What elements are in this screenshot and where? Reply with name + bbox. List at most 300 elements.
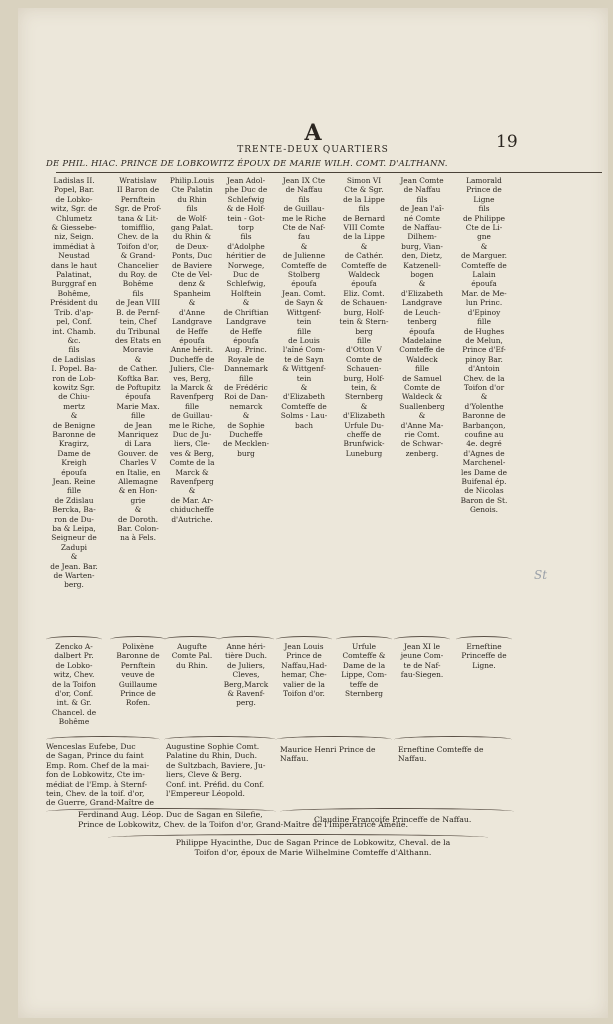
text-line: Augustine Sophie Comt. bbox=[166, 742, 260, 751]
text-line: bach bbox=[294, 420, 314, 430]
text-line: de la Toifon bbox=[52, 679, 96, 689]
text-line: Comteffe de bbox=[341, 260, 387, 270]
text-line: Neustad bbox=[58, 251, 90, 261]
text-line: Bohême bbox=[58, 717, 90, 727]
text-line: Ravenfperg bbox=[170, 392, 214, 402]
text-line: Comte de la bbox=[169, 458, 215, 468]
text-line: de Naffau- bbox=[402, 223, 442, 233]
text-line: de Jean bbox=[124, 420, 152, 430]
text-line: époufa bbox=[471, 279, 497, 289]
text-line: Anne hérit. bbox=[171, 345, 213, 355]
text-line: Philip.Louis bbox=[169, 176, 215, 185]
text-line: Buifenal ép. bbox=[461, 477, 507, 486]
text-line: fils bbox=[478, 204, 490, 214]
text-line: & bbox=[188, 298, 196, 308]
text-line: &c. bbox=[67, 335, 81, 345]
text-line: Bohême bbox=[122, 279, 154, 289]
text-line: fau-Siegen. bbox=[400, 670, 444, 680]
text-line: de Chriftian bbox=[223, 307, 269, 317]
text-line: me le Riche, bbox=[168, 420, 216, 430]
text-line: de la Lippe bbox=[343, 232, 385, 242]
text-line: d'Antoin bbox=[468, 364, 500, 374]
text-line: de Frédéric bbox=[224, 382, 268, 392]
text-line: Duc de Ju- bbox=[172, 429, 212, 439]
text-line: witz, Chev. bbox=[53, 670, 95, 680]
text-line: Baronne de bbox=[52, 429, 96, 439]
text-line: fon de Lobkowitz, Cte im- bbox=[46, 770, 145, 780]
text-line: burg, Vian- bbox=[401, 241, 443, 251]
text-line: d'Elizabeth bbox=[342, 411, 386, 421]
text-line: Comteffe de bbox=[281, 401, 327, 411]
text-line: Barbançon, bbox=[462, 420, 506, 430]
text-line: de Mecklen- bbox=[222, 439, 269, 449]
text-line: de Naffau bbox=[403, 185, 441, 195]
text-line: fille bbox=[356, 335, 372, 345]
text-line: de Chiu- bbox=[58, 392, 90, 402]
text-line: de Samuel bbox=[402, 373, 442, 383]
text-line: kowitz Sgr. bbox=[53, 382, 95, 392]
text-line: de Naffau bbox=[285, 185, 323, 195]
text-line: Jean. Comt. bbox=[282, 288, 326, 298]
text-line: d'Elizabeth bbox=[282, 392, 326, 402]
text-line: du Rhin & bbox=[172, 232, 212, 242]
text-line: Claudine Françoife Princeffe de Naffau. bbox=[314, 815, 472, 824]
text-line: Mar. de Me- bbox=[461, 288, 507, 298]
text-line: tein, & bbox=[351, 382, 377, 392]
text-line: Stolberg bbox=[287, 270, 321, 280]
text-line: & bbox=[242, 298, 250, 308]
text-line: Marie Max. bbox=[116, 401, 160, 411]
text-line: Jean Adol- bbox=[226, 176, 266, 185]
text-line: tomifflio, bbox=[121, 223, 155, 233]
text-line: Chancelier bbox=[117, 260, 159, 270]
text-line: fille bbox=[238, 373, 254, 383]
text-line: berg bbox=[355, 326, 373, 336]
text-line: 4e. degré bbox=[466, 439, 502, 449]
text-line: Guillaume bbox=[118, 679, 158, 689]
text-line: du Rhin bbox=[177, 194, 207, 204]
text-line: cheffe de bbox=[346, 429, 382, 439]
text-line: Comte Pal. bbox=[171, 651, 213, 661]
text-line: époufa bbox=[233, 335, 259, 345]
text-line: Trib. d'ap- bbox=[54, 307, 94, 317]
text-line: fils bbox=[358, 204, 370, 214]
text-line: fils bbox=[298, 194, 310, 204]
text-line: tein bbox=[296, 373, 312, 383]
text-line: Comteffe de bbox=[281, 260, 327, 270]
text-line: Jean Comte bbox=[400, 176, 444, 185]
text-line: Allemagne bbox=[118, 477, 158, 486]
text-line: de Louis bbox=[288, 335, 320, 345]
text-line: de Bernard bbox=[342, 213, 386, 223]
text-line: Palatinat, bbox=[56, 270, 92, 280]
text-line: chiducheffe bbox=[170, 505, 214, 515]
text-line: grie bbox=[130, 495, 146, 505]
text-line: de Cather. bbox=[118, 364, 158, 374]
text-line: tein & Stern- bbox=[339, 317, 389, 327]
text-line: rie Comt. bbox=[404, 429, 440, 439]
text-line: médiat de l'Emp. à Sternf- bbox=[46, 779, 148, 789]
text-line: Popel, Bar. bbox=[53, 185, 95, 195]
text-line: pel, Conf. bbox=[56, 317, 92, 327]
text-line: Jean XI le bbox=[403, 642, 441, 651]
text-line: Landgrave bbox=[401, 298, 443, 308]
text-line: de Benigne bbox=[52, 420, 96, 430]
text-line: Prince de bbox=[120, 689, 156, 699]
text-line: tein - Got- bbox=[227, 213, 265, 223]
section-letter: A bbox=[304, 120, 322, 146]
text-line: Bohême, bbox=[57, 288, 91, 298]
text-line: dans le haut bbox=[50, 260, 98, 270]
text-line: fille bbox=[184, 401, 200, 411]
text-line: Ferdinand Aug. Léop. Duc de Sagan en Silefie, bbox=[78, 810, 263, 819]
text-line: Lamorald bbox=[466, 176, 502, 185]
text-line: liers, Cleve & Berg. bbox=[166, 770, 242, 780]
text-line: de Melun, bbox=[465, 335, 503, 345]
text-line: Comte de bbox=[346, 354, 382, 364]
text-line: de Schwar- bbox=[400, 439, 444, 449]
page-heading: TRENTE-DEUX QUARTIERS bbox=[237, 145, 389, 155]
text-line: Baronne de bbox=[116, 651, 160, 661]
text-line: Baronne de bbox=[462, 411, 506, 421]
text-line: de Wolf- bbox=[176, 213, 208, 223]
text-line: Jean IX Cte bbox=[282, 176, 326, 185]
text-line: Wenceslas Eufebe, Duc bbox=[46, 742, 136, 751]
text-line: fille bbox=[296, 326, 312, 336]
text-line: te de Naf- bbox=[403, 660, 441, 670]
text-line: Waldeck bbox=[348, 270, 380, 280]
text-line: Katzenell- bbox=[403, 260, 441, 270]
text-line: tière Duch. bbox=[225, 651, 267, 661]
second-gen-entry bbox=[217, 642, 275, 708]
text-line: bogen bbox=[410, 270, 434, 280]
text-line: de la Lippe bbox=[343, 194, 385, 204]
text-line: d'Agnes de bbox=[463, 448, 505, 458]
text-line: & bbox=[70, 552, 78, 562]
ancestor-column bbox=[110, 176, 166, 543]
text-line: Rofen. bbox=[125, 698, 151, 708]
text-line: Urfule bbox=[352, 642, 376, 651]
text-line: & bbox=[300, 382, 308, 392]
text-line: Conf. int. Préfid. du Conf. bbox=[166, 779, 265, 789]
text-line: Marchenel- bbox=[462, 458, 506, 468]
text-line: Manriquez bbox=[117, 429, 159, 439]
text-line: de Jean. Bar. bbox=[50, 561, 98, 571]
text-line: jeune Com- bbox=[400, 651, 444, 661]
text-line: de Deux- bbox=[175, 241, 209, 251]
text-line: tein bbox=[296, 317, 312, 327]
text-line: d'Yolenthe bbox=[464, 401, 504, 411]
text-line: & bbox=[418, 279, 426, 289]
text-line: fau bbox=[298, 232, 310, 242]
text-line: Président du bbox=[50, 298, 98, 308]
text-line: de Warten- bbox=[53, 571, 95, 581]
text-line: tenberg bbox=[407, 317, 437, 327]
text-line: Ladislas II. bbox=[53, 176, 95, 185]
text-line: Madelaine bbox=[402, 335, 442, 345]
text-line: les Dame de bbox=[460, 467, 508, 477]
text-line: de Julienne bbox=[282, 251, 326, 261]
text-line: de Sultzbach, Baviere, Ju- bbox=[166, 760, 266, 770]
text-line: Luneburg bbox=[345, 448, 383, 458]
text-line: perg. bbox=[236, 698, 256, 708]
text-line: de Hughes bbox=[463, 326, 505, 336]
text-line: & bbox=[480, 241, 488, 251]
text-line: fille bbox=[414, 364, 430, 374]
text-line: nemarck bbox=[229, 401, 263, 411]
text-line: époufa bbox=[409, 326, 435, 336]
text-line: int. Chamb. bbox=[52, 326, 96, 336]
text-line: de Philippe bbox=[462, 213, 506, 223]
text-line: d'Anne Ma- bbox=[400, 420, 444, 430]
text-line: Chancel. de bbox=[51, 707, 97, 717]
text-line: denz & bbox=[178, 279, 206, 289]
text-line: Charles V bbox=[119, 458, 157, 468]
text-line: Sternberg bbox=[344, 392, 384, 402]
text-line: Berg,Marck bbox=[223, 679, 269, 689]
text-line: Comteffe de bbox=[461, 260, 507, 270]
text-line: Naffau. bbox=[398, 754, 427, 764]
second-gen-entry bbox=[45, 642, 103, 727]
text-line: de Ladislas bbox=[52, 354, 96, 364]
text-line: de Guerre, Grand-Maître de bbox=[46, 798, 155, 808]
text-line: l'Empereur Léopold. bbox=[166, 789, 245, 799]
text-line: Juliers, Cle- bbox=[170, 364, 214, 374]
text-line: de Poftupitz bbox=[115, 382, 161, 392]
text-line: des Etats en bbox=[114, 335, 162, 345]
text-line: fils bbox=[416, 194, 428, 204]
text-line: & en Hon- bbox=[118, 486, 158, 496]
text-line: Cte de Vel- bbox=[171, 270, 213, 280]
text-line: d'Elizabeth bbox=[400, 288, 444, 298]
text-line: tana & Lit- bbox=[117, 213, 159, 223]
text-line: Waldeck & bbox=[401, 392, 443, 402]
text-line: Simon VI bbox=[346, 176, 382, 185]
text-line: de Jean VIII bbox=[115, 298, 161, 308]
text-line: niz, Seign. bbox=[54, 232, 94, 242]
text-line: fille bbox=[130, 411, 146, 421]
text-line: Schlefwig, bbox=[226, 279, 266, 289]
text-line: liers, Cle- bbox=[173, 439, 210, 449]
text-line: Erneftine bbox=[466, 642, 502, 651]
text-line: Cte de Naf- bbox=[282, 223, 326, 233]
text-line: Toifon d'or, bbox=[117, 241, 159, 251]
text-line: Chev. de la bbox=[463, 373, 505, 383]
third-gen-entry bbox=[398, 745, 483, 764]
text-line: B. de Pernf- bbox=[116, 307, 160, 317]
second-gen-entry bbox=[109, 642, 167, 708]
text-line: mertz bbox=[63, 401, 85, 411]
ancestor-column bbox=[46, 176, 102, 590]
text-line: teffe de bbox=[349, 679, 379, 689]
text-line: fils bbox=[186, 204, 198, 214]
page-subheading: DE PHIL. HIAC. PRINCE DE LOBKOWITZ ÉPOUX DE MARIE WILH. COMT. D'ALTHANN. bbox=[46, 159, 448, 169]
text-line: Dilhem- bbox=[407, 232, 437, 242]
text-line: de Guillau- bbox=[283, 204, 325, 214]
text-line: Polixène bbox=[122, 642, 154, 651]
text-line: Philippe Hyacinthe, Duc de Sagan Prince de Lobkowitz, Cheval. de la bbox=[175, 838, 451, 847]
text-line: Zencko A- bbox=[55, 642, 93, 651]
book-page bbox=[18, 8, 608, 1018]
text-line: Ducheffe bbox=[229, 429, 263, 439]
text-line: Sternberg bbox=[344, 689, 384, 699]
text-line: & Grand- bbox=[120, 251, 156, 261]
text-line: Naffau,Had- bbox=[281, 660, 327, 670]
ancestor-column bbox=[394, 176, 450, 458]
text-line: fille bbox=[66, 486, 82, 496]
pair-brace bbox=[394, 736, 512, 743]
text-line: de Marguer. bbox=[461, 251, 507, 261]
text-line: Brunfwick- bbox=[343, 439, 385, 449]
text-line: Landgrave bbox=[225, 317, 267, 327]
text-line: Lippe, Com- bbox=[341, 670, 387, 680]
text-line: & bbox=[242, 411, 250, 421]
text-line: Pernftein bbox=[120, 660, 156, 670]
text-line: de Mar. Ar- bbox=[170, 495, 214, 505]
second-gen-entry bbox=[163, 642, 221, 670]
text-line: Lalain bbox=[472, 270, 496, 280]
text-line: Bercka, Ba- bbox=[52, 505, 96, 515]
fourth-gen-entry bbox=[314, 815, 471, 825]
text-line: Norwege, bbox=[227, 260, 265, 270]
text-line: witz, Sgr. de bbox=[50, 204, 98, 214]
text-line: né Comte bbox=[404, 213, 440, 223]
third-gen-entry bbox=[46, 742, 154, 808]
text-line: & bbox=[360, 401, 368, 411]
text-line: Aug. Princ. bbox=[225, 345, 267, 355]
text-line: berg. bbox=[64, 580, 84, 590]
text-line: Bar. Colon- bbox=[117, 524, 159, 534]
text-line: fils bbox=[132, 288, 144, 298]
text-line: Wittgenf- bbox=[286, 307, 322, 317]
text-line: ves & Berg, bbox=[169, 448, 215, 458]
text-line: Ducheffe de bbox=[169, 354, 215, 364]
text-line: de Nicolas bbox=[464, 486, 504, 496]
text-line: époufa bbox=[179, 335, 205, 345]
text-line: Prince de bbox=[466, 185, 502, 195]
text-line: Anne héri- bbox=[226, 642, 266, 651]
text-line: veuve de bbox=[121, 670, 155, 680]
text-line: l'aîné Com- bbox=[282, 345, 326, 355]
text-line: Waldeck bbox=[406, 354, 438, 364]
text-line: Solms - Lau- bbox=[280, 411, 328, 421]
text-line: de Sagan, Prince du faint bbox=[46, 751, 144, 761]
text-line: Zadupi bbox=[60, 542, 88, 552]
text-line: Schlefwig bbox=[227, 194, 265, 204]
text-line: de Guillau- bbox=[171, 411, 213, 421]
text-line: Erneftine Comteffe de bbox=[398, 745, 484, 754]
text-line: d'Autriche. bbox=[171, 514, 213, 524]
text-line: & Giessebe- bbox=[51, 223, 97, 233]
text-line: du Tribunal bbox=[116, 326, 160, 336]
text-line: immédiat à bbox=[53, 241, 95, 251]
ancestor-column bbox=[456, 176, 512, 515]
ancestor-column bbox=[164, 176, 220, 524]
fifth-generation-entry bbox=[18, 838, 608, 858]
text-line: & bbox=[70, 411, 78, 421]
third-gen-entry bbox=[280, 745, 375, 764]
text-line: & bbox=[480, 392, 488, 402]
text-line: dalbert Pr. bbox=[54, 651, 94, 661]
text-line: Jean Louis bbox=[284, 642, 324, 651]
text-line: Marck & bbox=[175, 467, 209, 477]
pair-brace bbox=[276, 736, 392, 743]
text-line: de Jean l'aî- bbox=[400, 204, 444, 214]
text-line: lun Princ. bbox=[465, 298, 503, 308]
text-line: Schauen- bbox=[346, 364, 382, 374]
text-line: de Heffe bbox=[176, 326, 208, 336]
text-line: me le Riche bbox=[281, 213, 327, 223]
text-line: Cte & Sgr. bbox=[344, 185, 384, 195]
text-line: Prince d'Ef- bbox=[462, 345, 506, 355]
text-line: Ravenfperg bbox=[170, 477, 214, 486]
text-line: & Ravenf- bbox=[227, 689, 265, 699]
text-line: burg, Holf- bbox=[343, 307, 385, 317]
text-line: Pernftein bbox=[120, 194, 156, 204]
text-line: Prince de bbox=[286, 651, 322, 661]
text-line: torp bbox=[238, 223, 254, 233]
text-line: den, Dietz, bbox=[401, 251, 443, 261]
text-line: de Leuch- bbox=[403, 307, 441, 317]
third-gen-entry bbox=[166, 742, 265, 798]
text-line: Prince de Lobkowitz, Chev. de la Toifon d'or, Grand-Maître de l'Impératrice Amélie. bbox=[78, 820, 408, 829]
second-gen-entry bbox=[455, 642, 513, 670]
text-line: na à Fels. bbox=[120, 533, 156, 543]
text-line: héritier de bbox=[226, 251, 266, 261]
text-line: Kragirz, bbox=[58, 439, 90, 449]
text-line: époufa bbox=[351, 279, 377, 289]
text-line: Toifon d'or bbox=[463, 382, 505, 392]
text-line: Ponts, Duc bbox=[171, 251, 213, 261]
text-line: Ligne bbox=[473, 194, 495, 204]
pencil-annotation: St bbox=[534, 568, 548, 582]
text-line: de Juliers, bbox=[227, 660, 265, 670]
text-line: Koftka Bar. bbox=[117, 373, 159, 383]
text-line: Holftein bbox=[230, 288, 262, 298]
text-line: & de Holf- bbox=[226, 204, 266, 214]
text-line: Maurice Henri Prince de bbox=[280, 745, 376, 754]
text-line: en Italie, en bbox=[115, 467, 161, 477]
text-line: de Baviere bbox=[171, 260, 213, 270]
text-line: Suallenberg bbox=[399, 401, 445, 411]
text-line: d'Epinoy bbox=[467, 307, 501, 317]
text-line: & Wittgenf- bbox=[282, 364, 326, 374]
text-line: la Marck & bbox=[170, 382, 214, 392]
ancestor-column bbox=[336, 176, 392, 458]
text-line: Jean. Reine bbox=[52, 477, 96, 486]
text-line: Sgr. de Prof- bbox=[114, 204, 162, 214]
text-line: Urfule Du- bbox=[344, 420, 384, 430]
text-line: & bbox=[418, 411, 426, 421]
text-line: ves, Berg, bbox=[173, 373, 211, 383]
text-line: de Zdislau bbox=[54, 495, 94, 505]
text-line: Dame de bbox=[57, 448, 91, 458]
text-line: fille bbox=[476, 317, 492, 327]
text-line: de Heffe bbox=[230, 326, 262, 336]
text-line: I. Popel. Ba- bbox=[51, 364, 97, 374]
second-gen-entry bbox=[393, 642, 451, 680]
text-line: burg bbox=[237, 448, 255, 458]
text-line: d'or, Conf. bbox=[54, 689, 94, 699]
text-line: Princeffe de bbox=[461, 651, 507, 661]
text-line: ron de Lob- bbox=[52, 373, 96, 383]
text-line: Kreigh bbox=[61, 458, 87, 468]
text-line: & bbox=[134, 505, 142, 515]
text-line: phe Duc de bbox=[224, 185, 268, 195]
text-line: Chlumetz bbox=[56, 213, 92, 223]
text-line: époufa bbox=[291, 279, 317, 289]
text-line: Eliz. Comt. bbox=[343, 288, 385, 298]
